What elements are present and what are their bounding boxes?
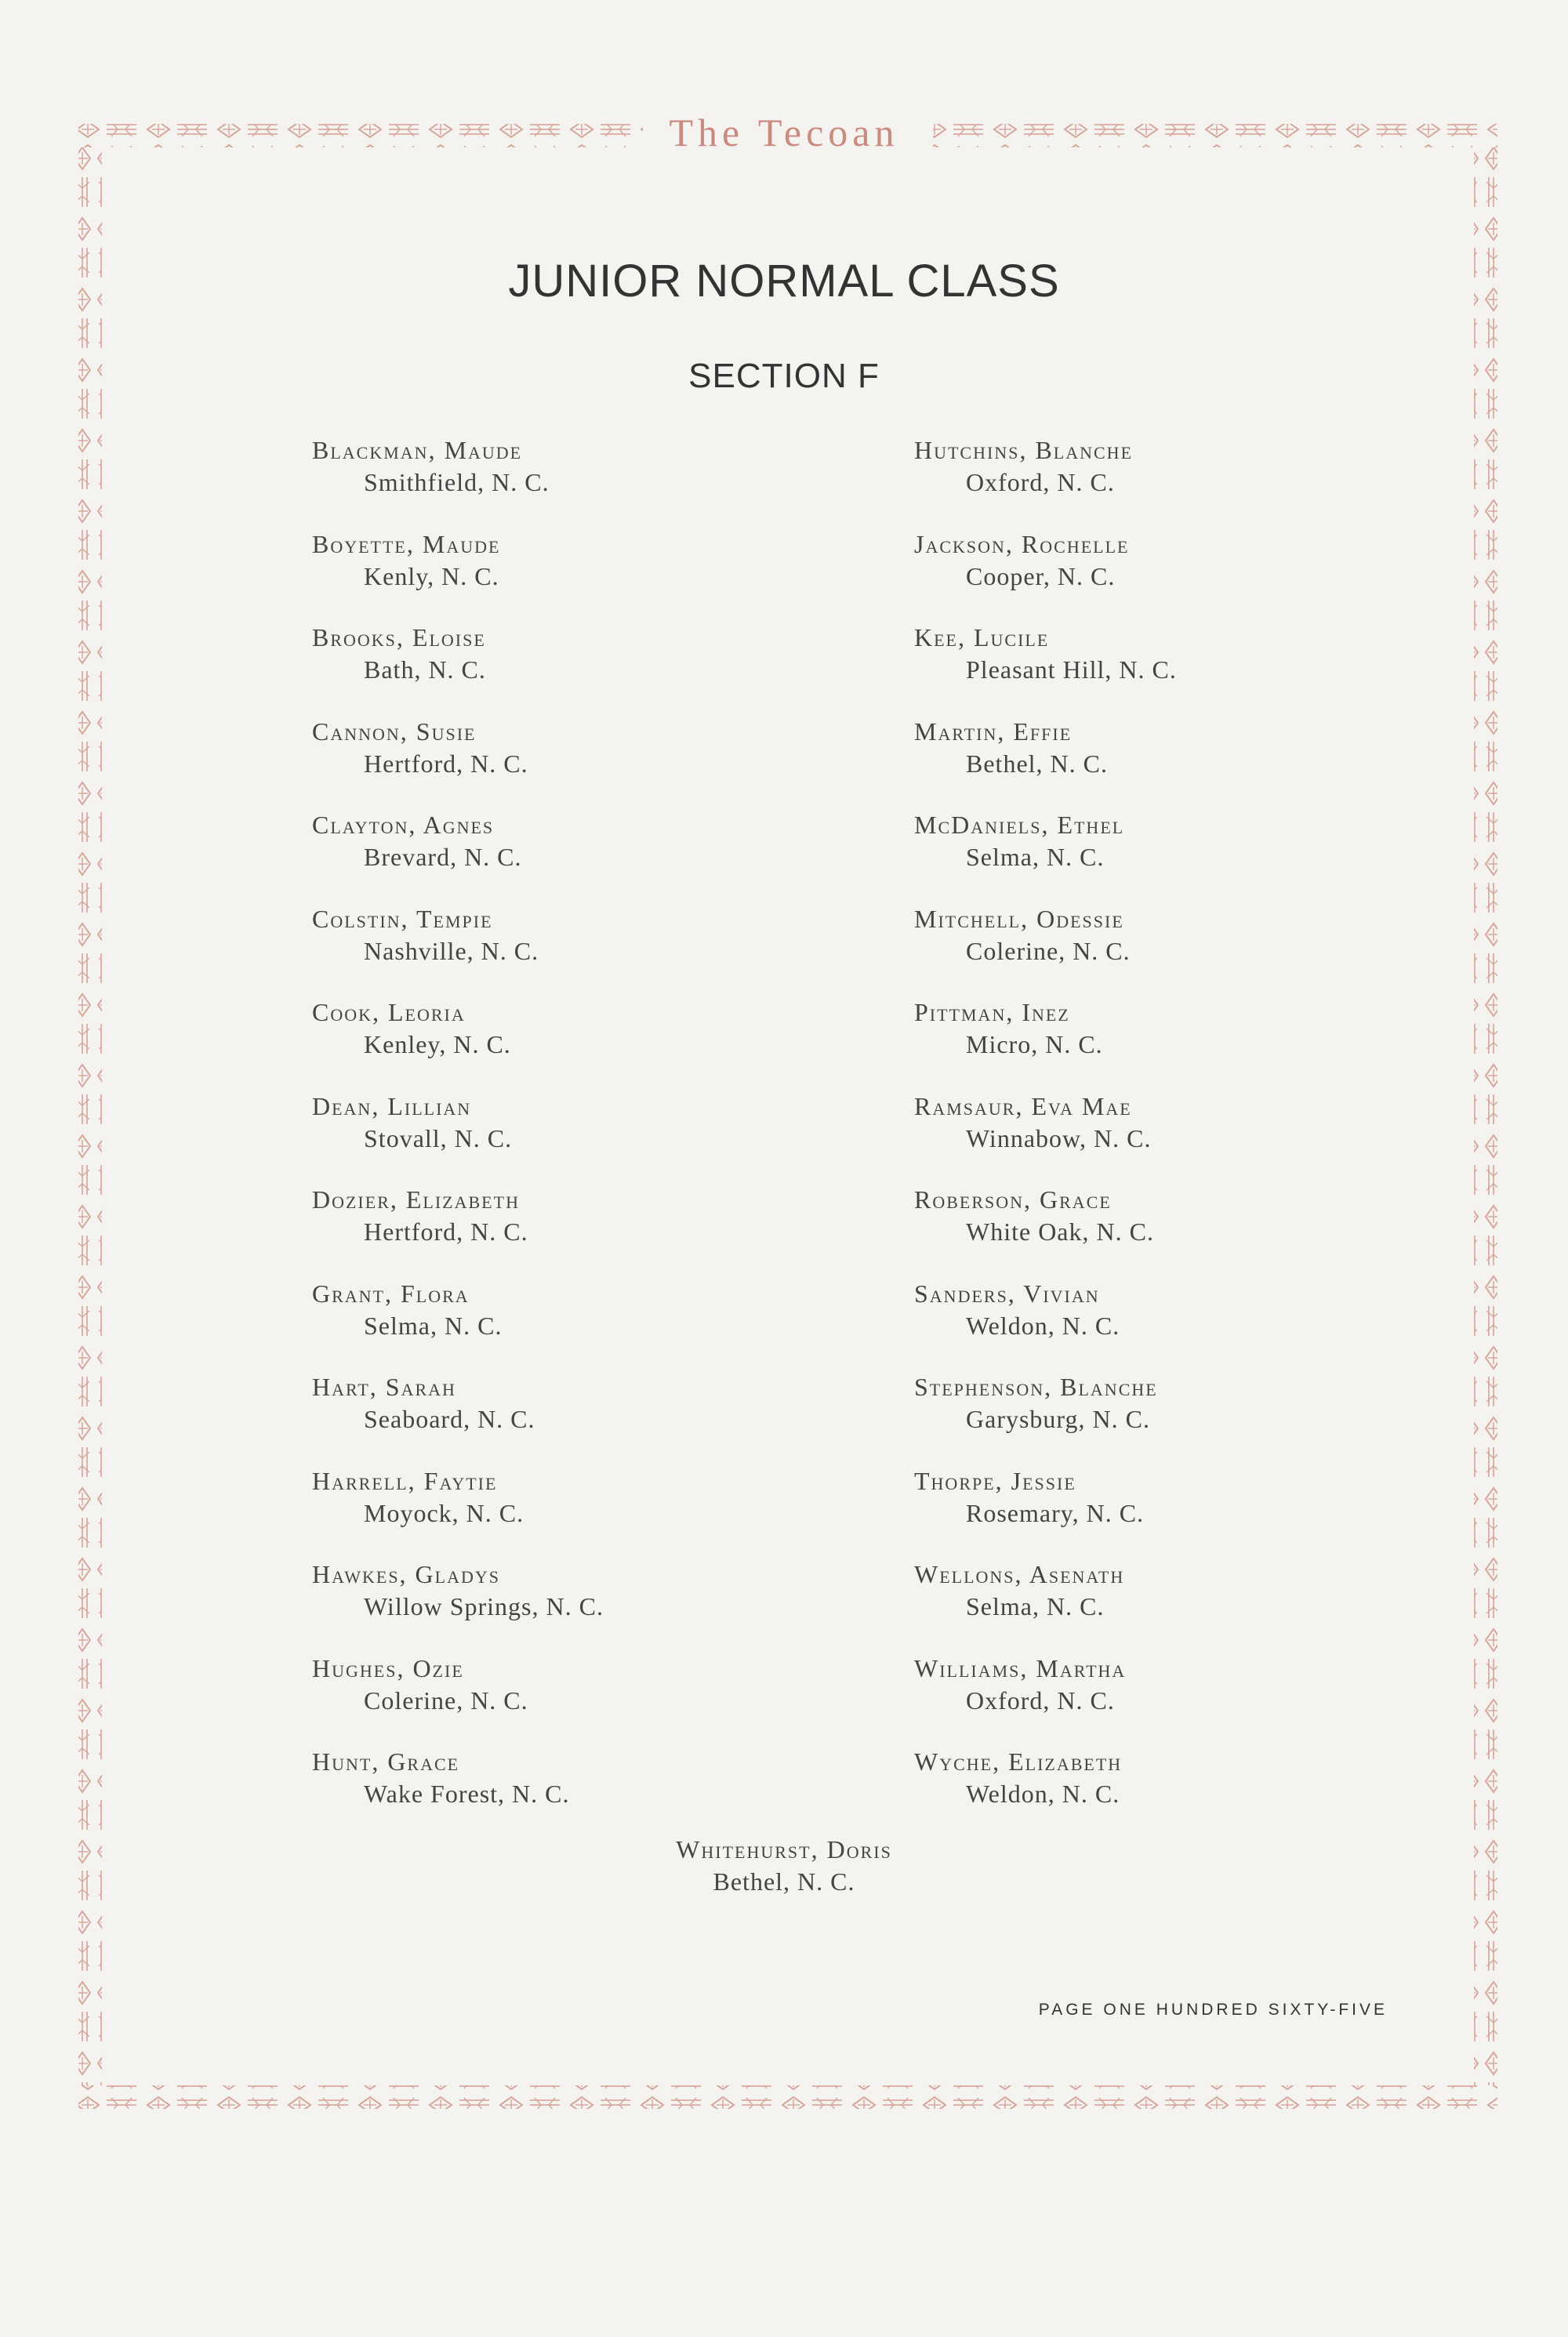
student-hometown: Selma, N. C. [364,1311,503,1340]
student-hometown: Wake Forest, N. C. [364,1780,570,1808]
student-name: Dozier, Elizabeth [312,1185,520,1214]
list-item [312,1091,604,1185]
student-name: Hawkes, Gladys [312,1560,501,1588]
student-hometown: Moyock, N. C. [364,1498,524,1527]
student-name: Blackman, Maude [312,436,523,464]
list-item [914,1466,1177,1560]
student-hometown: Pleasant Hill, N. C. [966,655,1177,684]
student-hometown: Rosemary, N. C. [966,1498,1145,1527]
list-item [312,997,604,1091]
student-name: Kee, Lucile [914,623,1050,651]
list-item [914,1279,1177,1373]
list-item [914,904,1177,998]
student-name: Ramsaur, Eva Mae [914,1091,1132,1120]
list-item [914,435,1177,529]
student-hometown: White Oak, N. C. [966,1217,1154,1246]
student-name: Mitchell, Odessie [914,904,1124,933]
student-hometown: Weldon, N. C. [966,1780,1120,1808]
list-item [312,717,604,811]
list-item [312,435,604,529]
student-hometown: Bethel, N. C. [713,1867,855,1896]
student-hometown: Selma, N. C. [966,1592,1105,1620]
student-name: Cannon, Susie [312,717,477,746]
list-item [312,1185,604,1279]
list-item [312,1747,604,1841]
running-header [0,110,1568,155]
student-hometown: Micro, N. C. [966,1030,1103,1058]
student-name: Sanders, Vivian [914,1279,1100,1308]
list-item [312,1279,604,1373]
student-hometown: Colerine, N. C. [364,1686,528,1715]
list-item [914,1559,1177,1653]
section-subtitle: SECTION F [688,357,880,395]
student-name: Stephenson, Blanche [914,1373,1158,1401]
list-item [312,1653,604,1747]
student-name: Boyette, Maude [312,529,501,558]
list-item [914,810,1177,904]
student-name: Hunt, Grace [312,1747,460,1776]
right-column-list [914,435,1177,1841]
list-item [312,529,604,623]
list-item [914,717,1177,811]
student-hometown: Nashville, N. C. [364,936,539,965]
running-header-text: The Tecoan [669,111,899,154]
student-hometown: Bath, N. C. [364,655,486,684]
student-hometown: Cooper, N. C. [966,561,1116,590]
student-name: Colstin, Tempie [312,904,493,933]
list-item [914,529,1177,623]
student-hometown: Kenly, N. C. [364,561,499,590]
student-name: Hutchins, Blanche [914,436,1134,464]
student-name: Martin, Effie [914,717,1073,746]
student-name: Dean, Lillian [312,1091,472,1120]
student-name: Thorpe, Jessie [914,1466,1076,1495]
student-hometown: Oxford, N. C. [966,468,1115,496]
center-list-item [0,1834,1568,1899]
student-hometown: Hertford, N. C. [364,749,528,778]
list-item [312,1559,604,1653]
student-name: Harrell, Faytie [312,1466,498,1495]
student-name: Pittman, Inez [914,998,1070,1026]
student-hometown: Kenley, N. C. [364,1030,511,1058]
list-item [312,1466,604,1560]
list-item [914,1747,1177,1841]
student-hometown: Smithfield, N. C. [364,468,550,496]
student-hometown: Seaboard, N. C. [364,1405,535,1433]
student-hometown: Weldon, N. C. [966,1311,1120,1340]
list-item [312,1372,604,1466]
student-hometown: Garysburg, N. C. [966,1405,1150,1433]
student-hometown: Selma, N. C. [966,843,1105,871]
student-name: Cook, Leoria [312,998,466,1026]
student-hometown: Bethel, N. C. [966,749,1108,778]
student-name: Hart, Sarah [312,1373,456,1401]
student-hometown: Willow Springs, N. C. [364,1592,604,1620]
student-name: Williams, Martha [914,1653,1127,1682]
student-hometown: Hertford, N. C. [364,1217,528,1246]
student-name: McDaniels, Ethel [914,811,1125,839]
list-item [312,810,604,904]
student-hometown: Brevard, N. C. [364,843,522,871]
list-item [312,622,604,717]
list-item [312,904,604,998]
list-item [914,622,1177,717]
student-name: Wyche, Elizabeth [914,1747,1123,1776]
student-hometown: Oxford, N. C. [966,1686,1115,1715]
student-hometown: Stovall, N. C. [364,1123,513,1152]
student-name: Hughes, Ozie [312,1653,464,1682]
page-number: PAGE ONE HUNDRED SIXTY-FIVE [1038,2001,1388,2019]
student-name: Clayton, Agnes [312,811,495,839]
student-name: Brooks, Eloise [312,623,486,651]
student-hometown: Winnabow, N. C. [966,1123,1152,1152]
student-name: Whitehurst, Doris [676,1835,892,1863]
list-item [914,997,1177,1091]
student-hometown: Colerine, N. C. [966,936,1131,965]
list-item [914,1372,1177,1466]
student-name: Roberson, Grace [914,1185,1112,1214]
page-title: JUNIOR NORMAL CLASS [508,256,1060,307]
list-item [914,1653,1177,1747]
list-item [914,1185,1177,1279]
student-name: Wellons, Asenath [914,1560,1125,1588]
student-name: Jackson, Rochelle [914,529,1130,558]
student-name: Grant, Flora [312,1279,470,1308]
list-item [914,1091,1177,1185]
left-column-list [312,435,604,1841]
